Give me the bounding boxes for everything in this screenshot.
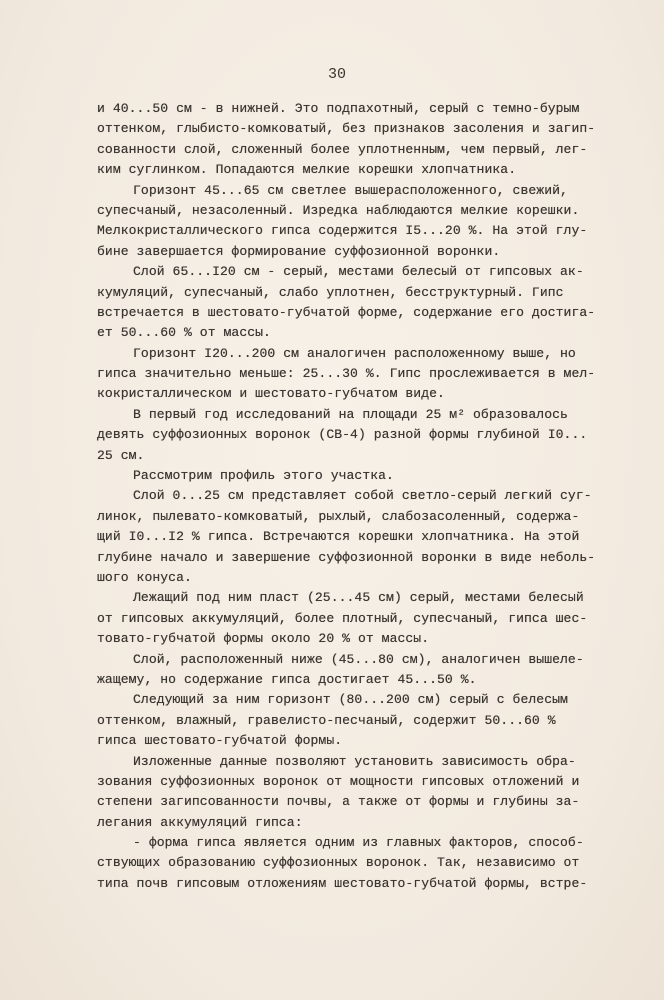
- text-line: В первый год исследований на площади 25 м² образовалось: [133, 406, 568, 422]
- text-line: Изложенные данные позволяют установить зависимость обра-: [133, 753, 576, 769]
- text-line: жащему, но содержание гипса достигает 45...50 %.: [97, 671, 477, 687]
- text-line: линок, пылевато-комковатый, рыхлый, слабозасоленный, содержа-: [97, 508, 580, 524]
- text-line: Горизонт I20...200 см аналогичен расположенному выше, но: [133, 345, 576, 361]
- text-line: щий I0...I2 % гипса. Встречаются корешки хлопчатника. На этой: [97, 529, 580, 545]
- text-line: Слой 65...I20 см - серый, местами белесый от гипсовых ак-: [133, 264, 584, 280]
- text-line: товато-губчатой формы около 20 % от массы.: [97, 631, 430, 647]
- text-line: и 40...50 см - в нижней. Это подпахотный, серый с темно-бурым: [97, 101, 580, 116]
- text-line: девять суффозионных воронок (СВ-4) разной формы глубиной I0...: [97, 427, 588, 443]
- page-number: 30: [327, 66, 346, 83]
- text-line: супесчаный, незасоленный. Изредка наблюдаются мелкие корешки.: [97, 202, 580, 218]
- text-line: от гипсовых аккумуляций, более плотный, супесчаный, гипса шес-: [97, 610, 588, 626]
- text-line: встречается в шестовато-губчатой форме, содержание его достига-: [97, 304, 596, 320]
- text-line: ет 50...60 % от массы.: [97, 325, 271, 341]
- text-line: Мелкокристаллического гипса содержится I5...20 %. На этой глу-: [97, 223, 588, 239]
- text-line: Слой, расположенный ниже (45...80 см), аналогичен вышеле-: [133, 651, 584, 667]
- document-body: [97, 99, 637, 894]
- text-line: кумуляций, супесчаный, слабо уплотнен, бесструктурный. Гипс: [97, 284, 564, 300]
- text-line: оттенком, глыбисто-комковатый, без признаков засоления и загип-: [97, 121, 596, 137]
- text-line: гипса значительно меньше: 25...30 %. Гипс прослеживается в мел-: [97, 366, 596, 382]
- text-line: бине завершается формирование суффозионной воронки.: [97, 243, 501, 259]
- text-line: Лежащий под ним пласт (25...45 см) серый, местами белесый: [133, 590, 584, 606]
- text-line: зования суффозионных воронок от мощности гипсовых отложений и: [97, 773, 580, 789]
- text-line: Рассмотрим профиль этого участка.: [133, 468, 394, 484]
- text-line: Следующий за ним горизонт (80...200 см) серый с белесым: [133, 692, 568, 708]
- text-line: легания аккумуляций гипса:: [97, 814, 303, 830]
- text-line: ствующих образованию суффозионных воронок. Так, независимо от: [97, 855, 580, 871]
- text-line: Горизонт 45...65 см светлее вышерасположенного, свежий,: [133, 182, 568, 198]
- text-line: - форма гипса является одним из главных факторов, способ-: [133, 835, 584, 851]
- text-line: 25 см.: [97, 447, 145, 463]
- text-line: оттенком, влажный, гравелисто-песчаный, содержит 50...60 %: [97, 712, 556, 728]
- text-line: глубине начало и завершение суффозионной воронки в виде неболь-: [97, 549, 596, 565]
- text-line: гипса шестовато-губчатой формы.: [97, 733, 343, 749]
- text-line: ким суглинком. Попадаются мелкие корешки хлопчатника.: [97, 162, 517, 178]
- text-line: типа почв гипсовым отложениям шестовато-губчатой формы, встре-: [97, 875, 588, 891]
- text-line: Слой 0...25 см представляет собой светло-серый легкий суг-: [133, 488, 592, 504]
- text-line: шого конуса.: [97, 569, 192, 585]
- text-line: сованности слой, сложенный более уплотненным, чем первый, лег-: [97, 141, 588, 157]
- text-line: степени загипсованности почвы, а также от формы и глубины за-: [97, 794, 580, 810]
- text-line: кокристаллическом и шестовато-губчатом виде.: [97, 386, 445, 402]
